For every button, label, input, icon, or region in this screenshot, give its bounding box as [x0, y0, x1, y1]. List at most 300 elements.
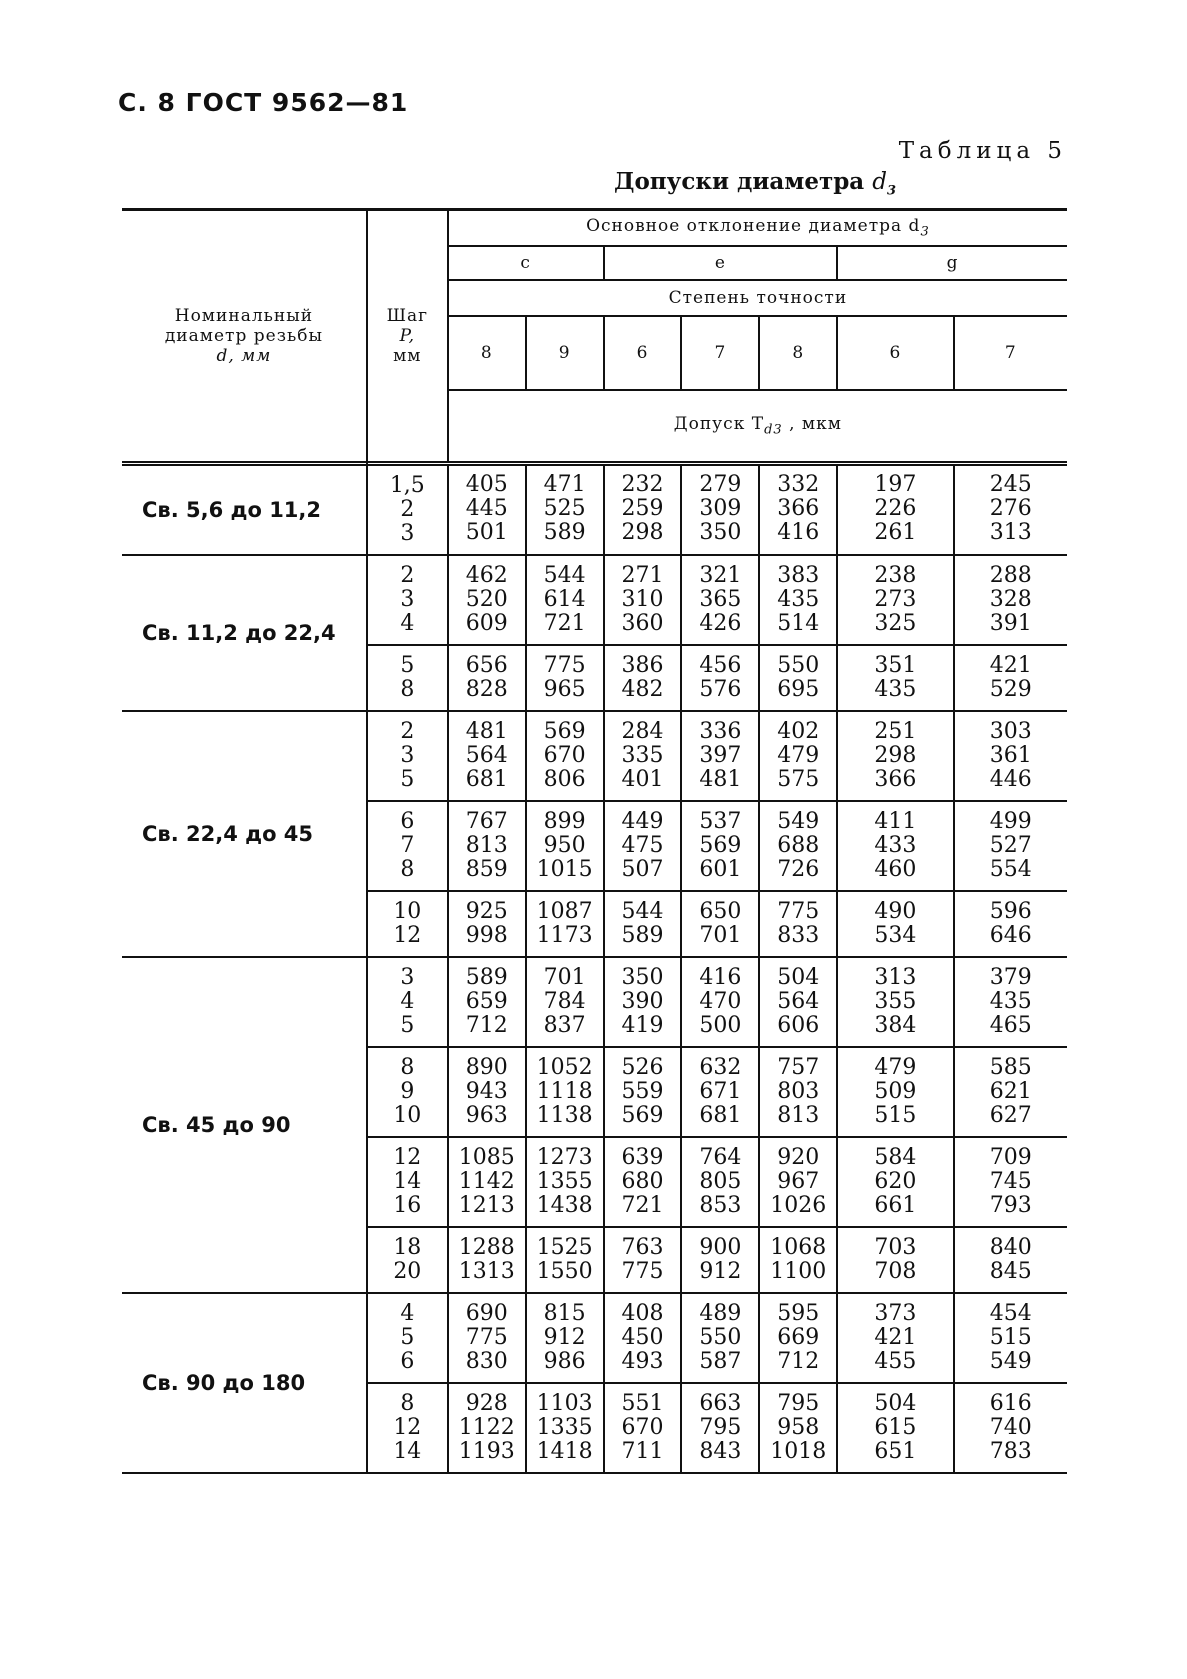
cell-value: 1355: [536, 1169, 593, 1194]
cell-value: 701: [699, 923, 742, 948]
cell-value: 462: [465, 563, 508, 588]
cell-lines: [682, 1392, 758, 1464]
cell-value: 232: [621, 471, 664, 497]
cell-value: 712: [465, 1013, 508, 1038]
cell-value: 10: [393, 899, 422, 924]
cell-value: 408: [621, 1301, 664, 1326]
cell-lines: [368, 654, 447, 702]
cell-lines: [368, 564, 447, 636]
cell-value: 514: [777, 611, 820, 636]
cell-value: 386: [621, 653, 664, 678]
tolerance-cell: [837, 645, 953, 711]
grade-header: 9: [526, 316, 604, 390]
cell-value: 6: [400, 1349, 415, 1374]
cell-lines: [838, 654, 952, 702]
cell-lines: [527, 1236, 603, 1284]
tolerance-cell: [681, 1293, 759, 1383]
cell-value: 298: [621, 519, 664, 545]
cell-value: 313: [989, 519, 1032, 545]
cell-value: 614: [543, 587, 586, 612]
cell-value: 446: [989, 767, 1032, 792]
cell-value: 1273: [536, 1145, 593, 1170]
cell-lines: [449, 810, 525, 882]
cell-value: 325: [874, 611, 917, 636]
main-deviation-header: [448, 210, 1067, 246]
tolerance-cell: [448, 1293, 526, 1383]
cell-value: 481: [699, 767, 742, 792]
tolerance-cell: [604, 711, 682, 801]
cell-value: 5: [400, 1013, 415, 1038]
step-cell: [367, 1293, 448, 1383]
step-cell: [367, 891, 448, 957]
cell-value: 681: [465, 767, 508, 792]
letter-e-header: e: [604, 246, 838, 280]
cell-value: 1015: [536, 857, 593, 882]
nominal-diameter-cell: Св. 22,4 до 45: [122, 711, 367, 957]
tolerance-cell: [954, 1383, 1067, 1473]
cell-value: 1026: [770, 1193, 827, 1218]
cell-value: 793: [989, 1193, 1032, 1218]
cell-value: 197: [874, 471, 917, 497]
step-cell: [367, 1227, 448, 1293]
cell-value: 350: [621, 965, 664, 990]
cell-value: 426: [699, 611, 742, 636]
cell-value: 712: [777, 1349, 820, 1374]
cell-lines: [682, 564, 758, 636]
cell-value: 795: [777, 1391, 820, 1416]
cell-value: 681: [699, 1103, 742, 1128]
cell-value: 576: [699, 677, 742, 702]
cell-value: 721: [621, 1193, 664, 1218]
tolerance-cell: [681, 464, 759, 556]
step-header: [367, 210, 448, 464]
tolerance-cell: [837, 957, 953, 1047]
nominal-header-line: диаметр резьбы: [164, 326, 323, 346]
cell-value: 1313: [458, 1259, 515, 1284]
cell-lines: [682, 654, 758, 702]
cell-value: 259: [621, 495, 664, 521]
cell-value: 1122: [458, 1415, 515, 1440]
tolerance-cell: [759, 711, 837, 801]
cell-lines: [449, 720, 525, 792]
tolerance-cell: [604, 1293, 682, 1383]
cell-value: 621: [989, 1079, 1032, 1104]
cell-lines: [955, 1146, 1067, 1218]
cell-lines: [760, 564, 836, 636]
tolerance-cell: [448, 711, 526, 801]
cell-value: 273: [874, 587, 917, 612]
cell-value: 460: [874, 857, 917, 882]
tolerance-cell: [681, 555, 759, 645]
cell-value: 627: [989, 1103, 1032, 1128]
cell-lines: [838, 1146, 952, 1218]
cell-value: 16: [393, 1193, 422, 1218]
cell-lines: [955, 810, 1067, 882]
cell-value: 805: [699, 1169, 742, 1194]
cell-value: 421: [989, 653, 1032, 678]
cell-lines: [449, 1056, 525, 1128]
cell-lines: [449, 1146, 525, 1218]
step-cell: [367, 464, 448, 556]
tolerance-cell: [681, 801, 759, 891]
tolerance-cell: [954, 711, 1067, 801]
cell-value: 920: [777, 1145, 820, 1170]
tolerance-cell: [681, 891, 759, 957]
cell-value: 589: [465, 965, 508, 990]
page-header: С. 8 ГОСТ 9562—81: [118, 88, 409, 117]
tolerance-cell: [604, 957, 682, 1047]
cell-value: 379: [989, 965, 1032, 990]
cell-value: 651: [874, 1439, 917, 1464]
cell-value: 435: [874, 677, 917, 702]
cell-value: 373: [874, 1301, 917, 1326]
tolerance-cell: [681, 1227, 759, 1293]
cell-value: 490: [874, 899, 917, 924]
cell-lines: [605, 1236, 681, 1284]
tolerance-prefix: Допуск T: [673, 414, 765, 435]
cell-lines: [449, 1236, 525, 1284]
tolerance-cell: [526, 1137, 604, 1227]
cell-value: 18: [393, 1235, 422, 1260]
cell-value: 783: [989, 1439, 1032, 1464]
cell-lines: [838, 1056, 952, 1128]
cell-value: 20: [393, 1259, 422, 1284]
cell-value: 361: [989, 743, 1032, 768]
cell-value: 465: [989, 1013, 1032, 1038]
tolerance-cell: [759, 555, 837, 645]
step-cell: [367, 801, 448, 891]
table-row: [122, 1293, 1067, 1383]
tolerance-cell: [759, 1227, 837, 1293]
nominal-diameter-cell: Св. 11,2 до 22,4: [122, 555, 367, 711]
cell-value: 3: [400, 743, 415, 768]
cell-value: 2: [400, 497, 415, 522]
cell-value: 350: [699, 519, 742, 545]
cell-value: 3: [400, 587, 415, 612]
tolerance-cell: [526, 1293, 604, 1383]
cell-value: 303: [989, 719, 1032, 744]
cell-value: 1052: [536, 1055, 593, 1080]
cell-lines: [527, 1056, 603, 1128]
cell-value: 830: [465, 1349, 508, 1374]
tolerance-cell: [526, 1383, 604, 1473]
cell-value: 1138: [536, 1103, 593, 1128]
tolerance-cell: [759, 464, 837, 556]
cell-value: 587: [699, 1349, 742, 1374]
table-body: [122, 464, 1067, 1474]
tolerance-cell: [681, 957, 759, 1047]
cell-value: 537: [699, 809, 742, 834]
cell-value: 550: [777, 653, 820, 678]
cell-value: 701: [543, 965, 586, 990]
cell-lines: [368, 900, 447, 948]
cell-lines: [368, 966, 447, 1038]
cell-lines: [760, 810, 836, 882]
tolerance-cell: [681, 645, 759, 711]
cell-lines: [605, 1056, 681, 1128]
cell-value: 14: [393, 1169, 422, 1194]
cell-value: 454: [989, 1301, 1032, 1326]
cell-value: 1193: [458, 1439, 515, 1464]
tolerance-cell: [448, 464, 526, 556]
cell-value: 401: [621, 767, 664, 792]
step-cell: [367, 1047, 448, 1137]
nominal-header-unit: d, мм: [216, 346, 272, 366]
cell-lines: [955, 720, 1067, 792]
cell-lines: [605, 654, 681, 702]
cell-value: 520: [465, 587, 508, 612]
cell-value: 321: [699, 563, 742, 588]
cell-value: 669: [777, 1325, 820, 1350]
cell-lines: [527, 810, 603, 882]
cell-value: 708: [874, 1259, 917, 1284]
cell-value: 445: [465, 495, 508, 521]
step-cell: [367, 555, 448, 645]
tolerance-cell: [681, 1383, 759, 1473]
cell-value: 620: [874, 1169, 917, 1194]
cell-lines: [449, 900, 525, 948]
tolerance-cell: [837, 801, 953, 891]
tolerance-cell: [526, 1227, 604, 1293]
tolerance-cell: [759, 891, 837, 957]
cell-value: 646: [989, 923, 1032, 948]
table-head: [122, 210, 1067, 464]
cell-value: 775: [621, 1259, 664, 1284]
cell-value: 584: [874, 1145, 917, 1170]
cell-value: 529: [989, 677, 1032, 702]
cell-value: 813: [465, 833, 508, 858]
cell-lines: [760, 473, 836, 545]
tolerance-table: [122, 208, 1067, 1474]
step-cell: [367, 711, 448, 801]
cell-value: 284: [621, 719, 664, 744]
cell-value: 276: [989, 495, 1032, 521]
cell-value: 575: [777, 767, 820, 792]
cell-value: 767: [465, 809, 508, 834]
cell-value: 310: [621, 587, 664, 612]
cell-value: 226: [874, 495, 917, 521]
tolerance-cell: [954, 645, 1067, 711]
cell-lines: [368, 1392, 447, 1464]
cell-lines: [838, 1236, 952, 1284]
cell-value: 569: [543, 719, 586, 744]
cell-value: 726: [777, 857, 820, 882]
cell-value: 298: [874, 743, 917, 768]
cell-value: 656: [465, 653, 508, 678]
tolerance-cell: [526, 891, 604, 957]
cell-lines: [955, 1236, 1067, 1284]
table-row: [122, 957, 1067, 1047]
cell-value: 261: [874, 519, 917, 545]
cell-value: 355: [874, 989, 917, 1014]
cell-value: 366: [874, 767, 917, 792]
cell-lines: [682, 1236, 758, 1284]
cell-value: 544: [621, 899, 664, 924]
table-row: [122, 464, 1067, 556]
cell-value: 950: [543, 833, 586, 858]
caption-subscript: 3: [886, 183, 896, 199]
cell-lines: [368, 1302, 447, 1374]
cell-value: 509: [874, 1079, 917, 1104]
cell-value: 411: [874, 809, 917, 834]
cell-lines: [368, 810, 447, 882]
cell-value: 585: [989, 1055, 1032, 1080]
cell-value: 615: [874, 1415, 917, 1440]
cell-value: 534: [874, 923, 917, 948]
tolerance-cell: [837, 1383, 953, 1473]
cell-value: 925: [465, 899, 508, 924]
cell-lines: [838, 473, 952, 545]
cell-value: 632: [699, 1055, 742, 1080]
tolerance-cell: [759, 1137, 837, 1227]
cell-lines: [760, 654, 836, 702]
tolerance-cell: [448, 555, 526, 645]
cell-value: 890: [465, 1055, 508, 1080]
cell-value: 2: [400, 719, 415, 744]
caption-symbol: d: [872, 169, 887, 195]
cell-value: 900: [699, 1235, 742, 1260]
cell-lines: [527, 900, 603, 948]
tolerance-cell: [681, 1137, 759, 1227]
cell-lines: [527, 1392, 603, 1464]
tolerance-cell: [448, 957, 526, 1047]
cell-lines: [605, 1302, 681, 1374]
cell-value: 1103: [536, 1391, 593, 1416]
cell-lines: [605, 564, 681, 636]
cell-value: 5: [400, 767, 415, 792]
tolerance-cell: [837, 1137, 953, 1227]
cell-value: 10: [393, 1103, 422, 1128]
cell-lines: [449, 1392, 525, 1464]
tolerance-cell: [759, 1293, 837, 1383]
cell-value: 336: [699, 719, 742, 744]
tolerance-cell: [448, 1383, 526, 1473]
cell-value: 479: [777, 743, 820, 768]
cell-value: 775: [543, 653, 586, 678]
cell-lines: [838, 564, 952, 636]
cell-lines: [682, 810, 758, 882]
table-row: [122, 555, 1067, 645]
cell-value: 569: [621, 1103, 664, 1128]
cell-value: 449: [621, 809, 664, 834]
cell-lines: [955, 654, 1067, 702]
cell-value: 384: [874, 1013, 917, 1038]
tolerance-cell: [526, 1047, 604, 1137]
nominal-diameter-cell: Св. 90 до 180: [122, 1293, 367, 1473]
tolerance-cell: [837, 1293, 953, 1383]
cell-value: 784: [543, 989, 586, 1014]
tolerance-cell: [448, 645, 526, 711]
cell-lines: [955, 1392, 1067, 1464]
cell-value: 313: [874, 965, 917, 990]
cell-value: 500: [699, 1013, 742, 1038]
cell-value: 775: [777, 899, 820, 924]
cell-value: 390: [621, 989, 664, 1014]
tolerance-cell: [759, 1383, 837, 1473]
cell-value: 745: [989, 1169, 1032, 1194]
cell-value: 499: [989, 809, 1032, 834]
cell-value: 1213: [458, 1193, 515, 1218]
cell-lines: [605, 1392, 681, 1464]
cell-value: 328: [989, 587, 1032, 612]
cell-value: 837: [543, 1013, 586, 1038]
cell-value: 475: [621, 833, 664, 858]
step-header-line: мм: [393, 346, 422, 366]
cell-lines: [682, 473, 758, 545]
tolerance-cell: [759, 645, 837, 711]
cell-lines: [368, 1236, 447, 1284]
cell-value: 609: [465, 611, 508, 636]
cell-value: 526: [621, 1055, 664, 1080]
cell-value: 965: [543, 677, 586, 702]
cell-value: 813: [777, 1103, 820, 1128]
cell-lines: [955, 473, 1067, 545]
letter-c-header: c: [448, 246, 604, 280]
cell-value: 967: [777, 1169, 820, 1194]
cell-value: 335: [621, 743, 664, 768]
table-caption: [0, 168, 1187, 199]
cell-value: 757: [777, 1055, 820, 1080]
cell-value: 279: [699, 471, 742, 497]
cell-value: 899: [543, 809, 586, 834]
cell-value: 1550: [536, 1259, 593, 1284]
cell-value: 596: [989, 899, 1032, 924]
cell-value: 549: [777, 809, 820, 834]
cell-value: 405: [465, 471, 508, 497]
cell-lines: [605, 966, 681, 1038]
cell-lines: [605, 1146, 681, 1218]
cell-value: 943: [465, 1079, 508, 1104]
cell-value: 421: [874, 1325, 917, 1350]
tolerance-suffix: , мкм: [789, 414, 842, 435]
cell-lines: [605, 473, 681, 545]
cell-value: 402: [777, 719, 820, 744]
tolerance-cell: [604, 1137, 682, 1227]
cell-lines: [527, 966, 603, 1038]
cell-value: 670: [621, 1415, 664, 1440]
tolerance-cell: [681, 1047, 759, 1137]
cell-value: 828: [465, 677, 508, 702]
cell-lines: [838, 900, 952, 948]
cell-value: 564: [465, 743, 508, 768]
cell-value: 471: [543, 471, 586, 497]
cell-value: 721: [543, 611, 586, 636]
cell-value: 493: [621, 1349, 664, 1374]
tolerance-cell: [526, 711, 604, 801]
cell-value: 775: [465, 1325, 508, 1350]
cell-value: 271: [621, 563, 664, 588]
cell-lines: [760, 1056, 836, 1128]
cell-value: 366: [777, 495, 820, 521]
cell-lines: [449, 654, 525, 702]
cell-lines: [955, 900, 1067, 948]
cell-value: 549: [989, 1349, 1032, 1374]
cell-value: 703: [874, 1235, 917, 1260]
tolerance-cell: [604, 1047, 682, 1137]
tolerance-cell: [448, 1047, 526, 1137]
tolerance-cell: [837, 464, 953, 556]
cell-value: 1288: [458, 1235, 515, 1260]
cell-value: 433: [874, 833, 917, 858]
cell-value: 711: [621, 1439, 664, 1464]
grade-header: 6: [837, 316, 953, 390]
cell-value: 3: [400, 521, 415, 546]
cell-value: 1438: [536, 1193, 593, 1218]
tolerance-cell: [837, 555, 953, 645]
cell-value: 963: [465, 1103, 508, 1128]
cell-value: 397: [699, 743, 742, 768]
cell-value: 1068: [770, 1235, 827, 1260]
